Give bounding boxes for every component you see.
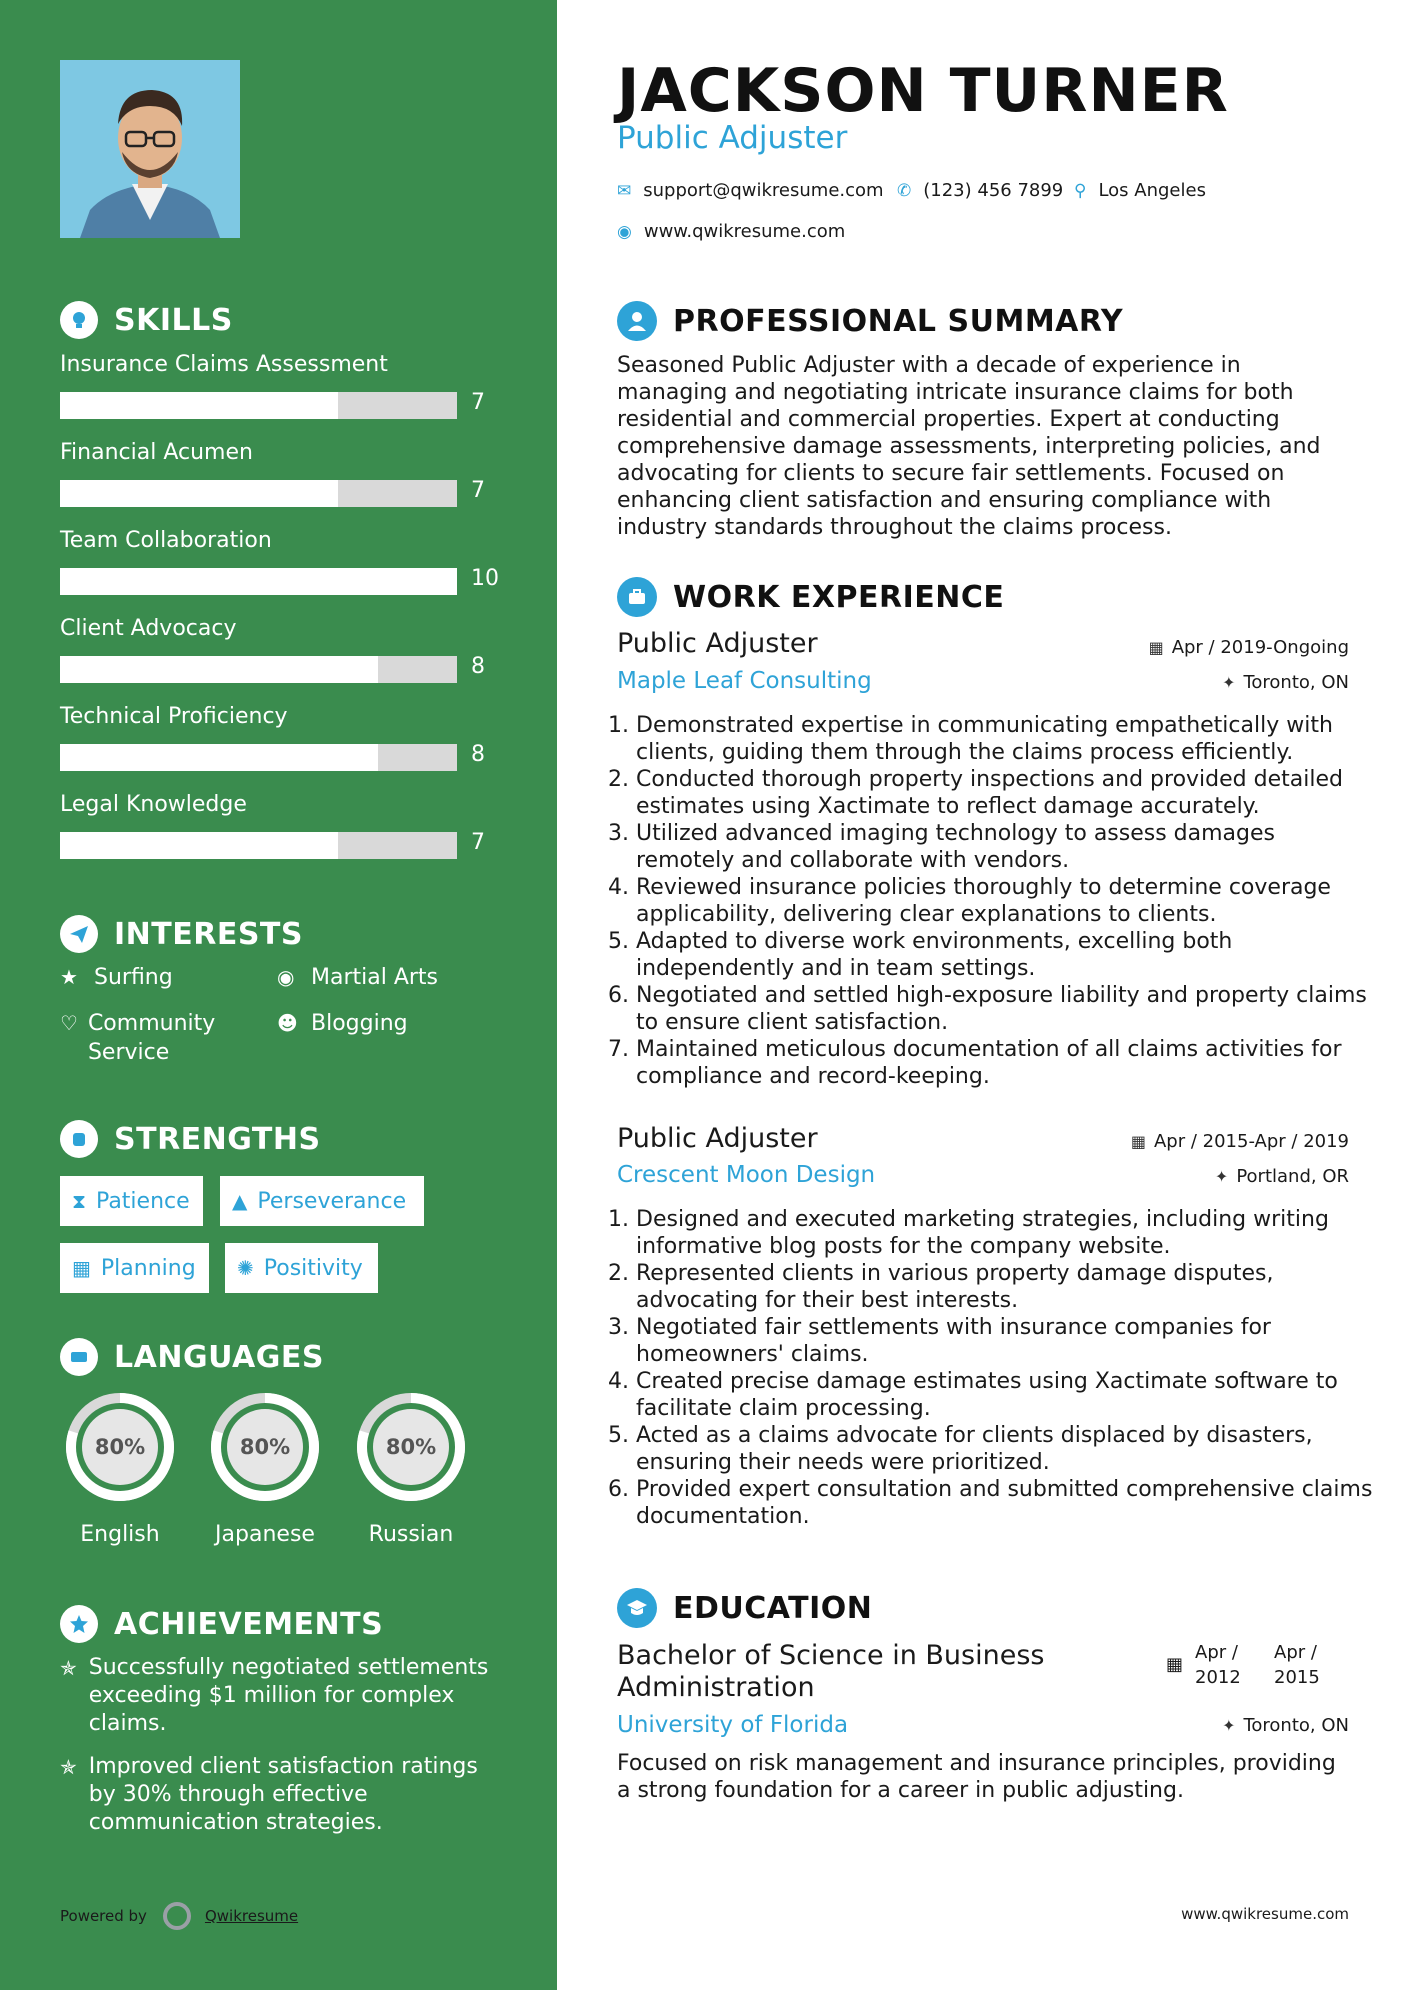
powered-by [60,1902,298,1930]
website-text: www.qwikresume.com [643,221,846,242]
edu-end-month: Apr / [1274,1642,1317,1663]
briefcase-icon [617,577,657,617]
qwikresume-link[interactable]: Qwikresume [204,1907,299,1925]
skill-name: Insurance Claims Assessment [60,352,388,377]
job-location [1222,672,1349,693]
interests-title: INTERESTS [114,916,303,952]
strength-label: Positivity [263,1255,363,1281]
star-badge-icon: ✯ [60,1755,77,1779]
map-pin-icon: ⚲ [1074,180,1087,201]
languages-title: LANGUAGES [114,1339,324,1375]
job-company: Crescent Moon Design [617,1162,876,1188]
contact-phone [897,180,1063,201]
summary-text: Seasoned Public Adjuster with a decade of experience in managing and negotiating intricate insurance claims for both residential and commercial properties. Expert at conducting comprehensive damage assessments, interpreting policies, and advocating for clients to secure fair settlements. Focused on enhancing client satisfaction and ensuring compliance with industry standards throughout the claims process. [617,353,1321,540]
candidate-name: JACKSON TURNER [617,56,1229,126]
strength-chip-patience [60,1176,203,1226]
list-item: 3. Utilized advanced imaging technology to assess damages remotely and collaborate with vendors. [636,820,1376,874]
powered-by-label: Powered by [60,1907,147,1925]
interest-item-community-service [60,1009,240,1067]
achievement-text: Successfully negotiated settlements exceeding $1 million for complex claims. [88,1655,489,1736]
strength-chip-positivity [225,1243,378,1293]
language-name: Japanese [215,1522,315,1547]
list-item: 5. Adapted to diverse work environments, excelling both independently and in team settings. [636,928,1376,982]
languages-heading [60,1338,324,1376]
list-item: 2. Represented clients in various property damage disputes, advocating for their best interests. [636,1260,1376,1314]
strengths-heading [60,1120,321,1158]
job-date [1149,637,1349,658]
skill-bar [60,656,457,683]
summary-heading [617,301,1123,341]
job-title: Public Adjuster [617,1123,818,1154]
summary-title: PROFESSIONAL SUMMARY [673,303,1124,339]
list-item: 6. Provided expert consultation and submitted comprehensive claims documentation. [636,1476,1376,1530]
job-date-text: Apr / 2019-Ongoing [1171,637,1349,658]
envelope-icon: ✉ [617,180,632,201]
edu-end-date [1274,1640,1320,1690]
skills-heading [60,301,233,339]
qwikresume-logo-icon [163,1902,191,1930]
heart-icon: ♡ [60,1011,78,1035]
phone-text: (123) 456 7899 [923,180,1064,201]
interest-label: Surfing [94,965,173,990]
achievement-item [60,1654,500,1738]
interests-heading [60,915,303,953]
job-location-text: Toronto, ON [1243,672,1349,693]
footer-url[interactable]: www.qwikresume.com [1181,1905,1349,1923]
skill-bar [60,568,457,595]
skill-value: 7 [471,390,485,415]
language-ring [349,1385,473,1509]
lightbulb-icon [60,301,98,339]
skill-bar-fill [60,392,338,419]
strength-label: Patience [96,1188,190,1214]
skills-title: SKILLS [114,302,233,338]
skill-bar-fill [60,480,338,507]
location-text: Los Angeles [1098,180,1206,201]
experience-title: WORK EXPERIENCE [673,579,1005,615]
star-badge-icon: ✯ [60,1656,77,1680]
users-icon: ☻ [277,1011,298,1035]
school-name: University of Florida [617,1712,849,1738]
strength-chip-planning [60,1243,209,1293]
strengths-title: STRENGTHS [114,1121,321,1157]
skill-bar-fill [60,656,378,683]
list-item: 4. Created precise damage estimates using Xactimate software to facilitate claim processing. [636,1368,1376,1422]
skill-name: Financial Acumen [60,440,253,465]
language-name: English [80,1522,160,1547]
language-percent: 80% [239,1435,291,1459]
globe-icon: ◉ [617,221,632,242]
edu-location-text: Toronto, ON [1243,1715,1349,1736]
user-icon [617,301,657,341]
job-date-text: Apr / 2015-Apr / 2019 [1153,1131,1349,1152]
edu-start-year: 2012 [1195,1667,1241,1688]
skill-name: Legal Knowledge [60,792,247,817]
language-percent: 80% [94,1435,146,1459]
skill-bar [60,832,457,859]
list-item: 7. Maintained meticulous documentation of all claims activities for compliance and record-keeping. [636,1036,1376,1090]
strength-chip-perseverance [220,1176,424,1226]
interest-label: Community Service [87,1011,216,1065]
calendar-icon: ▦ [1130,1132,1146,1151]
skill-value: 7 [471,830,485,855]
language-percent: 80% [385,1435,437,1459]
list-item: 2. Conducted thorough property inspections and provided detailed estimates using Xactimate to reflect damage accurately. [636,766,1376,820]
pin-icon: ✦ [1222,1716,1236,1735]
job-bullets [608,1206,1376,1530]
profile-photo [60,60,240,238]
job-location [1215,1166,1349,1187]
edu-start-date [1195,1640,1241,1690]
skill-bar [60,744,457,771]
star-icon: ★ [60,965,78,989]
skill-value: 8 [471,654,485,679]
email-text: support@qwikresume.com [643,180,884,201]
pin-icon: ✦ [1214,1167,1229,1186]
list-item: 6. Negotiated and settled high-exposure liability and property claims to ensure client satisfaction. [636,982,1376,1036]
interest-item-blogging [277,1009,408,1038]
skill-name: Client Advocacy [60,616,237,641]
skill-value: 7 [471,478,485,503]
award-star-icon [60,1605,98,1643]
phone-icon: ✆ [897,180,912,201]
calendar-icon: ▦ [1148,638,1164,657]
edu-start-month: Apr / [1195,1642,1238,1663]
experience-heading [617,577,1004,617]
sidebar [0,0,557,1990]
skill-value: 10 [471,566,499,591]
contact-location [1074,180,1206,201]
education-title: EDUCATION [673,1590,873,1626]
achievement-text: Improved client satisfaction ratings by 30% through effective communication strategies. [88,1754,478,1835]
language-ring [203,1385,327,1509]
translate-icon [60,1338,98,1376]
calendar-icon: ▦ [72,1256,91,1280]
language-name: Russian [368,1522,454,1547]
list-item: 3. Negotiated fair settlements with insurance companies for homeowners' claims. [636,1314,1376,1368]
skill-bar [60,392,457,419]
language-ring [58,1385,182,1509]
job-company: Maple Leaf Consulting [617,668,872,694]
job-title: Public Adjuster [617,628,818,659]
skill-value: 8 [471,742,485,767]
contact-website[interactable] [617,221,845,242]
candidate-role: Public Adjuster [617,120,848,156]
pin-icon: ✦ [1222,673,1236,692]
list-item: 1. Demonstrated expertise in communicating empathetically with clients, guiding them through the claims process efficiently. [636,712,1376,766]
edu-location [1222,1715,1349,1736]
paper-plane-icon [60,915,98,953]
achievement-item [60,1753,500,1837]
skill-name: Team Collaboration [60,528,272,553]
edu-date-icon-wrap [1166,1640,1184,1675]
edu-end-year: 2015 [1274,1667,1320,1688]
skill-bar-fill [60,832,338,859]
achievements-heading [60,1605,383,1643]
education-heading [617,1588,872,1628]
education-description: Focused on risk management and insurance principles, providing a strong foundation for a career in public adjusting. [617,1751,1336,1803]
graduation-icon [617,1588,657,1628]
skill-name: Technical Proficiency [60,704,288,729]
list-item: 1. Designed and executed marketing strategies, including writing informative blog posts for the company website. [636,1206,1376,1260]
job-location-text: Portland, OR [1236,1166,1349,1187]
skill-bar-fill [60,568,457,595]
degree-title: Bachelor of Science in Business Administration [617,1640,1045,1703]
strength-label: Planning [100,1255,196,1281]
road-icon: ▲ [232,1189,248,1213]
skill-bar [60,480,457,507]
interest-label: Blogging [311,1011,408,1036]
contact-email[interactable] [617,180,884,201]
calendar-icon: ▦ [1166,1654,1184,1675]
interest-item-martial-arts [277,963,438,992]
strength-label: Perseverance [257,1188,407,1214]
interest-label: Martial Arts [311,965,439,990]
job-date [1131,1131,1349,1152]
sun-icon: ✺ [237,1256,254,1280]
achievements-title: ACHIEVEMENTS [114,1606,384,1642]
list-item: 5. Acted as a claims advocate for clients displaced by disasters, ensuring their needs were prioritized. [636,1422,1376,1476]
globe-icon: ◉ [277,965,295,989]
fist-icon [60,1120,98,1158]
job-bullets [608,712,1376,1090]
skill-bar-fill [60,744,378,771]
interest-item-surfing [60,963,173,992]
list-item: 4. Reviewed insurance policies thoroughly to determine coverage applicability, delivering clear explanations to clients. [636,874,1376,928]
hourglass-icon: ⧗ [72,1189,87,1213]
